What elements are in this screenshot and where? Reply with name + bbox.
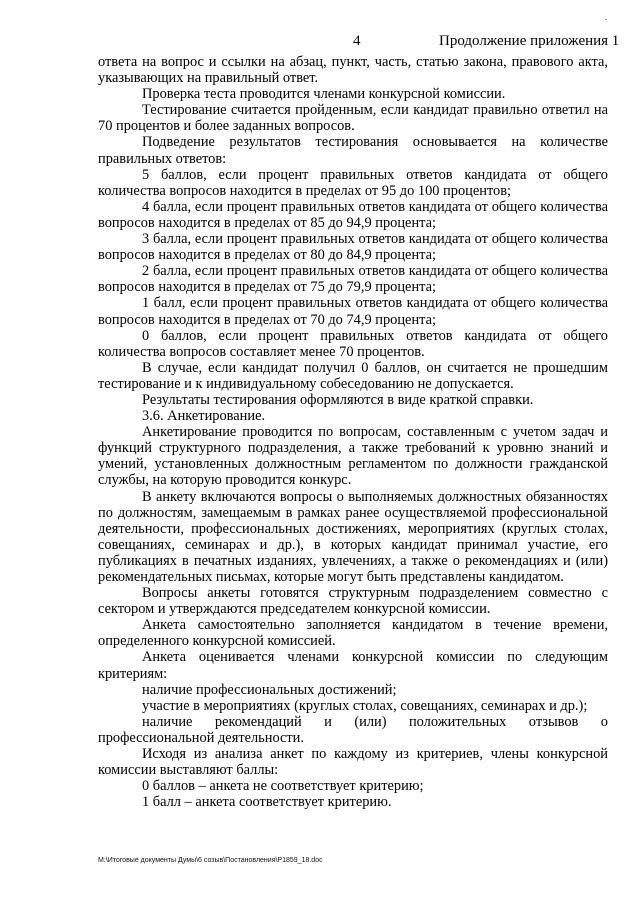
paragraph-scoring-intro: Исходя из анализа анкет по каждому из критериев, члены конкурсной комиссии выставляют баллы: (98, 746, 608, 779)
paragraph-questionnaire-filling: Анкета самостоятельно заполняется кандидатом в течение времени, определенного конкурсной комиссией. (98, 617, 608, 650)
paragraph-test-passed: Тестирование считается пройденным, если кандидат правильно ответил на 70 процентов и более заданных вопросов. (98, 102, 608, 135)
paragraph-questionnaire-preparation: Вопросы анкеты готовятся структурным подразделением совместно с сектором и утверждаются председателем конкурсной комиссии. (98, 585, 608, 618)
paragraph-questionnaire-topics: Анкетирование проводится по вопросам, составленным с учетом задач и функций структурного подразделения, а также требований к уровню знаний и умений, установленных должностным регламентом по должности гражданской службы, на которую проводится конкурс. (98, 424, 608, 489)
section-heading-questionnaire: 3.6. Анкетирование. (142, 408, 266, 425)
paragraph-results-basis: Подведение результатов тестирования основывается на количестве правильных ответов: (98, 134, 608, 167)
paragraph-answer-reference: ответа на вопрос и ссылки на абзац, пункт, часть, статью закона, правового акта, указывающих на правильный ответ. (98, 54, 608, 87)
paragraph-questionnaire-criteria: Анкета оценивается членами конкурсной комиссии по следующим критериям: (98, 649, 608, 682)
appendix-continuation-header: Продолжение приложения 1 (439, 33, 620, 49)
score-0-rule: 0 баллов, если процент правильных ответов кандидата от общего количества вопросов составляет менее 70 процентов. (98, 327, 608, 360)
paragraph-zero-score: В случае, если кандидат получил 0 баллов, он считается не прошедшим тестирование и к индивидуальному собеседованию не допускается. (98, 359, 608, 392)
criterion-achievements: наличие профессиональных достижений; (142, 681, 397, 698)
score-5-rule: 5 баллов, если процент правильных ответов кандидата от общего количества вопросов находится в пределах от 95 до 100 процентов; (98, 166, 608, 199)
paragraph-test-results: Результаты тестирования оформляются в виде краткой справки. (142, 391, 534, 408)
scoring-one: 1 балл – анкета соответствует критерию. (142, 794, 392, 811)
score-2-rule: 2 балла, если процент правильных ответов кандидата от общего количества вопросов находится в пределах от 75 до 79,9 процента; (98, 263, 608, 296)
paragraph-questionnaire-contents: В анкету включаются вопросы о выполняемых должностных обязанностях по должностям, замещаемым в рамках ранее осуществляемой профессиональной деятельности, профессиональных достижениях, мероприятиях (круглых столах, совещаниях, семинарах и др.), в которых кандидат принимал участие, его публикациях в печатных изданиях, увлечениях, а также о рекомендациях и (или) рекомендательных письмах, которые могут быть представлены кандидатом. (98, 488, 608, 585)
paragraph-test-check: Проверка теста проводится членами конкурсной комиссии. (142, 86, 506, 103)
score-3-rule: 3 балла, если процент правильных ответов кандидата от общего количества вопросов находится в пределах от 80 до 84,9 процента; (98, 231, 608, 264)
document-body (98, 54, 608, 810)
criterion-recommendations: наличие рекомендаций и (или) положительных отзывов о профессиональной деятельности. (98, 713, 608, 746)
file-path-footer: M:\Итоговые документы Думы\6 созыв\Постановления\P1859_18.doc (98, 857, 323, 864)
criterion-events: участие в мероприятиях (круглых столах, совещаниях, семинарах и др.); (142, 697, 588, 714)
score-1-rule: 1 балл, если процент правильных ответов кандидата от общего количества вопросов находится в пределах от 70 до 74,9 процента; (98, 295, 608, 328)
score-4-rule: 4 балла, если процент правильных ответов кандидата от общего количества вопросов находится в пределах от 85 до 94,9 процента; (98, 198, 608, 231)
corner-mark: . (605, 12, 608, 22)
page-number: 4 (353, 33, 361, 49)
scoring-zero: 0 баллов – анкета не соответствует критерию; (142, 778, 424, 795)
